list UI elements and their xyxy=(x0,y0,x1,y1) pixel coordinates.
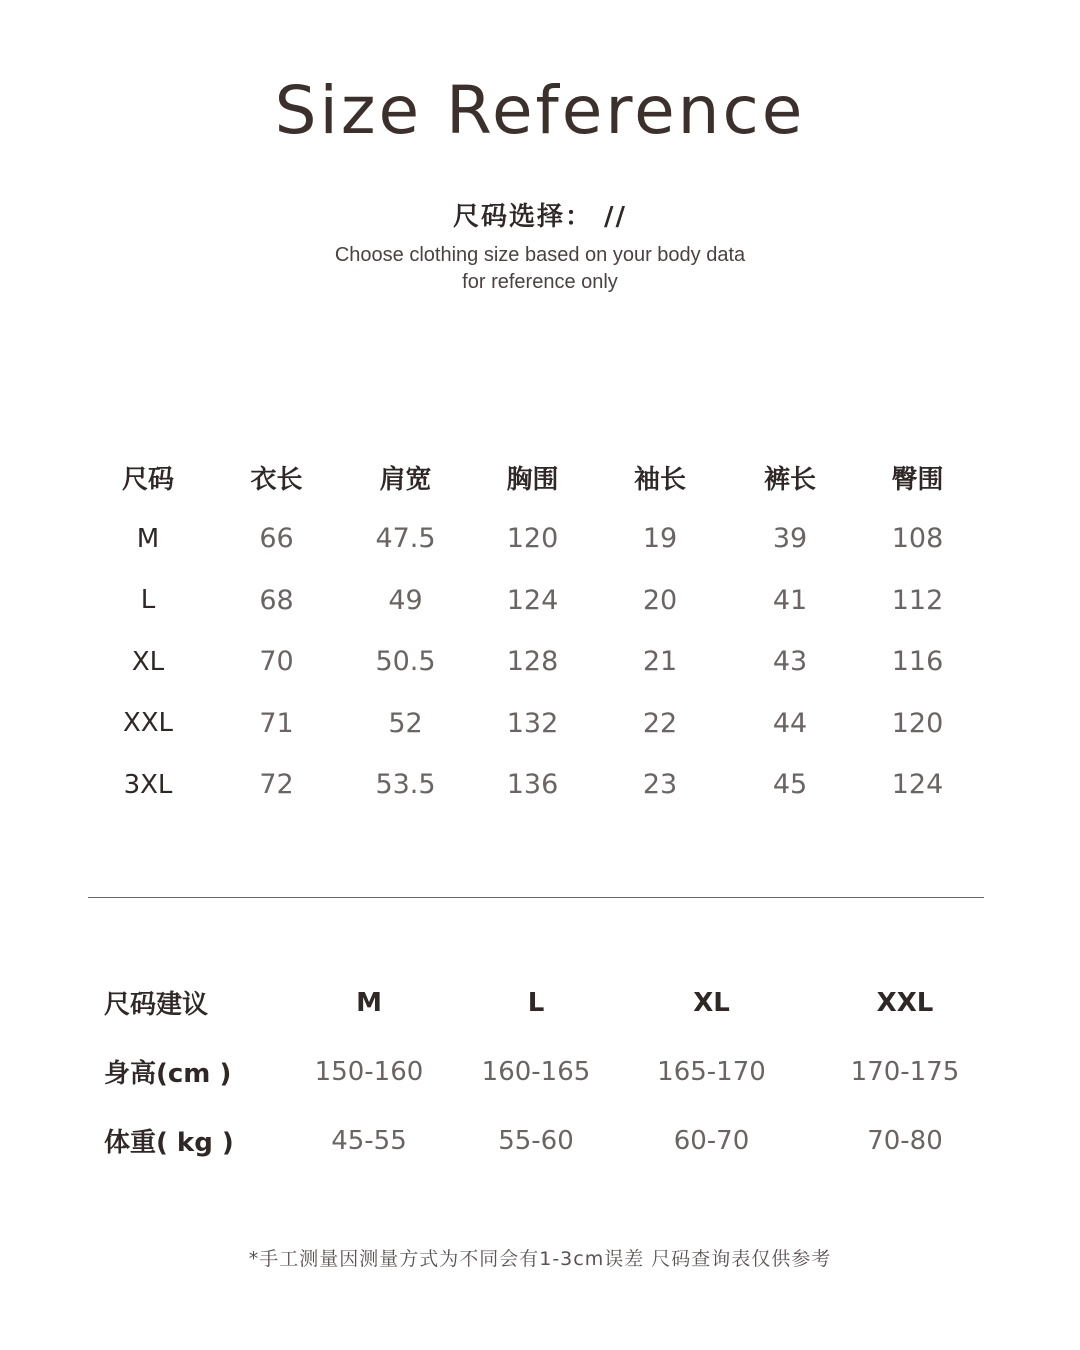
table-cell: 52 xyxy=(388,707,423,739)
header-chest: 胸围 xyxy=(506,464,559,495)
table-cell: 55-60 xyxy=(498,1125,574,1156)
header-size-xl: XL xyxy=(693,987,730,1018)
table-cell: 132 xyxy=(506,707,559,739)
table-row xyxy=(90,1106,1011,1175)
table-cell: 45-55 xyxy=(331,1125,407,1156)
table-row xyxy=(84,508,980,570)
table-cell: 165-170 xyxy=(657,1056,766,1087)
table-cell: 23 xyxy=(642,769,678,801)
table-cell: 45 xyxy=(772,769,808,801)
table-cell: 70-80 xyxy=(867,1125,943,1156)
table-cell: M xyxy=(136,523,160,554)
table-cell: 124 xyxy=(891,769,944,801)
description-line-2: for reference only xyxy=(462,271,618,293)
header-size: 尺码 xyxy=(121,464,174,495)
row-label-height: 身高(cm ) xyxy=(104,1059,232,1089)
table-cell: 21 xyxy=(642,646,678,678)
table-cell: 47.5 xyxy=(375,523,436,555)
header-size-recommendation: 尺码建议 xyxy=(104,990,209,1020)
table-cell: 20 xyxy=(642,584,678,616)
size-selection-description xyxy=(0,242,1080,296)
header-size-xxl: XXL xyxy=(876,987,934,1018)
table-cell: 112 xyxy=(891,584,944,616)
table-cell: 71 xyxy=(259,707,294,739)
description-line-1: Choose clothing size based on your body data xyxy=(334,244,746,266)
row-label-weight: 体重( kg ) xyxy=(104,1128,234,1158)
header-sleeve-length: 袖长 xyxy=(633,464,686,495)
table-cell: 41 xyxy=(772,584,808,616)
table-cell: 53.5 xyxy=(375,769,436,801)
size-table-header-row xyxy=(84,446,980,508)
header-size-m: M xyxy=(356,987,382,1018)
header-garment-length: 衣长 xyxy=(250,464,303,495)
table-cell: 128 xyxy=(506,646,559,678)
table-cell: 72 xyxy=(259,769,294,801)
table-cell: XL xyxy=(131,646,165,677)
table-cell: 68 xyxy=(259,584,294,616)
size-selection-heading: 尺码选择： // xyxy=(452,202,628,232)
table-cell: 44 xyxy=(772,707,808,739)
table-cell: 50.5 xyxy=(375,646,436,678)
table-cell: 39 xyxy=(772,523,808,555)
size-recommendation-table xyxy=(90,968,1011,1175)
table-cell: 160-165 xyxy=(481,1056,591,1087)
header-pants-length: 裤长 xyxy=(763,464,816,495)
table-cell: 3XL xyxy=(123,769,173,800)
table-row xyxy=(90,1037,1011,1106)
header-size-l: L xyxy=(527,987,545,1018)
header-hip: 臀围 xyxy=(891,464,944,495)
table-cell: 49 xyxy=(388,584,423,616)
table-cell: 19 xyxy=(642,523,678,555)
section-divider xyxy=(88,897,984,898)
table-cell: 120 xyxy=(891,707,944,739)
table-row xyxy=(84,631,980,693)
table-cell: 70 xyxy=(259,646,294,678)
table-cell: 150-160 xyxy=(314,1056,424,1087)
measurement-disclaimer: *手工测量因测量方式为不同会有1-3cm误差 尺码查询表仅供参考 xyxy=(248,1248,832,1270)
recommendation-header-row xyxy=(90,968,1011,1037)
table-row xyxy=(84,754,980,816)
page-title: Size Reference xyxy=(274,72,806,149)
table-cell: L xyxy=(140,585,156,616)
table-cell: 116 xyxy=(891,646,944,678)
table-cell: 22 xyxy=(642,707,678,739)
table-cell: 124 xyxy=(506,584,559,616)
table-cell: 108 xyxy=(891,523,944,555)
table-cell: 60-70 xyxy=(673,1125,750,1156)
table-cell: 66 xyxy=(259,523,294,555)
size-measurement-table xyxy=(84,446,980,816)
table-cell: 43 xyxy=(772,646,808,678)
table-cell: 136 xyxy=(506,769,559,801)
table-row xyxy=(84,570,980,632)
table-cell: 170-175 xyxy=(850,1056,960,1087)
table-cell: 120 xyxy=(506,523,559,555)
header-shoulder-width: 肩宽 xyxy=(379,464,432,495)
table-row xyxy=(84,693,980,755)
table-cell: XXL xyxy=(122,708,174,739)
